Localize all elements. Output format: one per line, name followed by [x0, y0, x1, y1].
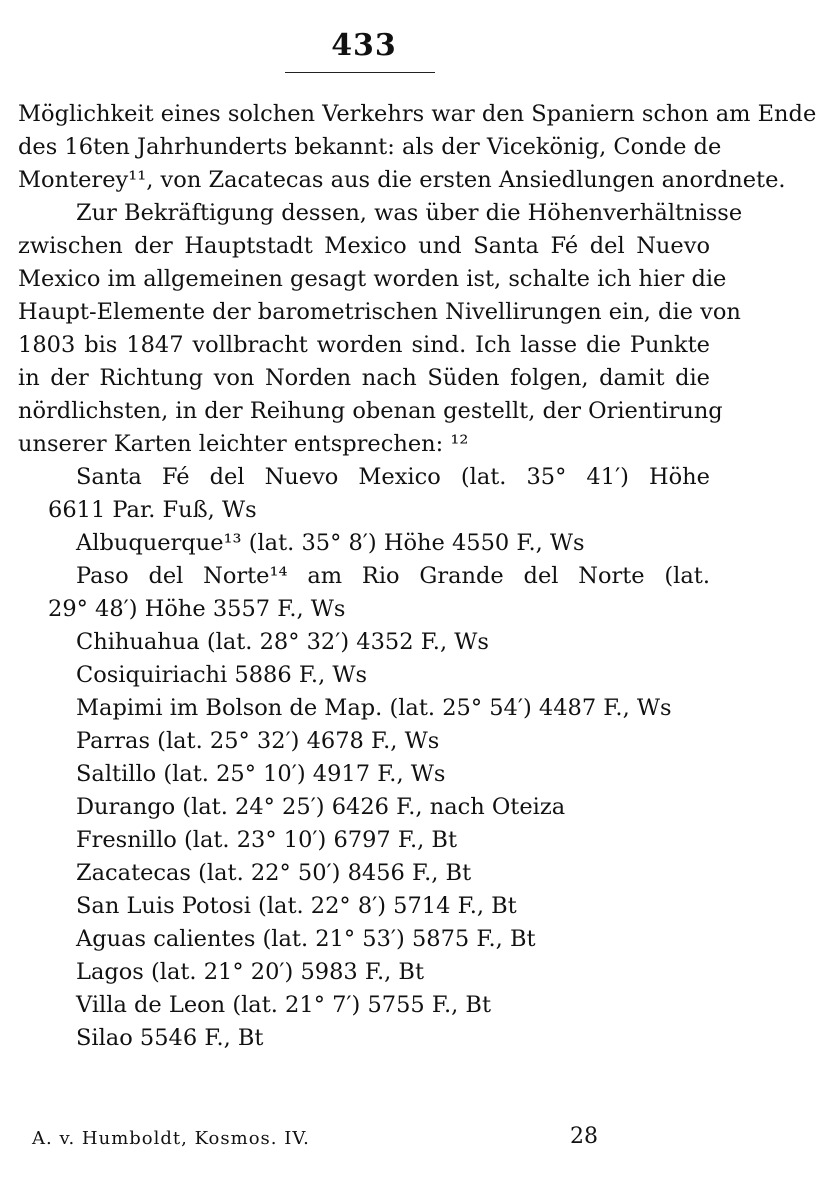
list-item: Parras (lat. 25° 32′) 4678 F., Ws	[76, 728, 440, 754]
text-line: Zur Bekräftigung dessen, was über die Höhenverhältnisse	[76, 200, 743, 226]
footer-author: A. v. Humboldt, Kosmos. IV.	[32, 1128, 310, 1149]
list-item: Cosiquiriachi 5886 F., Ws	[76, 662, 368, 688]
text-line: unserer Karten leichter entsprechen: ¹²	[18, 431, 469, 457]
list-item: Mapimi im Bolson de Map. (lat. 25° 54′) 4487 F., Ws	[76, 695, 672, 721]
text-line: nördlichsten, in der Reihung obenan gestellt, der Orientirung	[18, 398, 723, 424]
text-line: des 16ten Jahrhunderts bekannt: als der Vicekönig, Conde de	[18, 134, 722, 160]
text-line: 1803 bis 1847 vollbracht worden sind. Ich lasse die Punkte	[18, 332, 710, 358]
list-item: Durango (lat. 24° 25′) 6426 F., nach Oteiza	[76, 794, 566, 820]
list-item-continuation: 29° 48′) Höhe 3557 F., Ws	[48, 596, 346, 622]
list-item: Fresnillo (lat. 23° 10′) 6797 F., Bt	[76, 827, 457, 853]
list-item: Albuquerque¹³ (lat. 35° 8′) Höhe 4550 F., Ws	[76, 530, 585, 556]
text-line: Mexico im allgemeinen gesagt worden ist, schalte ich hier die	[18, 266, 727, 292]
paragraph	[18, 197, 743, 461]
list-item: Paso del Norte¹⁴ am Rio Grande del Norte (lat.	[76, 563, 710, 589]
list-item: Saltillo (lat. 25° 10′) 4917 F., Ws	[76, 761, 446, 787]
text-line: in der Richtung von Norden nach Süden folgen, damit die	[18, 365, 710, 391]
list-item: Villa de Leon (lat. 21° 7′) 5755 F., Bt	[76, 992, 491, 1018]
text-line: zwischen der Hauptstadt Mexico und Santa Fé del Nuevo	[18, 233, 710, 259]
list-item: Santa Fé del Nuevo Mexico (lat. 35° 41′) Höhe	[76, 464, 710, 490]
list-item: Lagos (lat. 21° 20′) 5983 F., Bt	[76, 959, 424, 985]
text-line: Möglichkeit eines solchen Verkehrs war den Spaniern schon am Ende	[18, 101, 816, 127]
list-item: Zacatecas (lat. 22° 50′) 8456 F., Bt	[76, 860, 472, 886]
page-body	[18, 98, 816, 1055]
text-line: Monterey¹¹, von Zacatecas aus die ersten Ansiedlungen anordnete.	[18, 167, 786, 193]
elevation-list	[18, 461, 710, 1055]
signature-mark: 28	[570, 1124, 598, 1149]
header-rule	[285, 72, 435, 73]
list-item: Aguas calientes (lat. 21° 53′) 5875 F., Bt	[76, 926, 536, 952]
text-line: Haupt-Elemente der barometrischen Nivellirungen ein, die von	[18, 299, 741, 325]
list-item-continuation: 6611 Par. Fuß, Ws	[48, 497, 257, 523]
page-number: 433	[331, 28, 397, 63]
paragraph	[18, 98, 816, 197]
list-item: Chihuahua (lat. 28° 32′) 4352 F., Ws	[76, 629, 489, 655]
list-item: San Luis Potosi (lat. 22° 8′) 5714 F., Bt	[76, 893, 517, 919]
list-item: Silao 5546 F., Bt	[76, 1025, 264, 1051]
